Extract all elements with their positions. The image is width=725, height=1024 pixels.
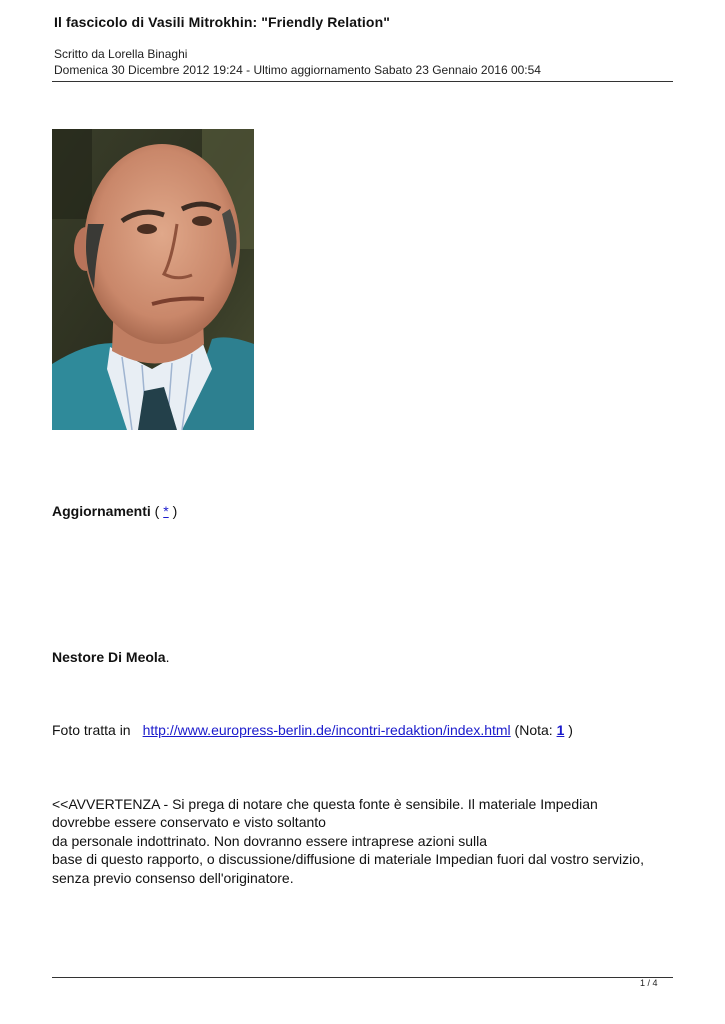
dates-line: Domenica 30 Dicembre 2012 19:24 - Ultimo aggiornamento Sabato 23 Gennaio 2016 00:54 <box>54 63 541 77</box>
updates-link[interactable]: * <box>163 503 169 519</box>
page-title: Il fascicolo di Vasili Mitrokhin: "Friendly Relation" <box>54 14 390 30</box>
source-url-link[interactable]: http://www.europress-berlin.de/incontri-redaktion/index.html <box>142 722 511 738</box>
warning-line: base di questo rapporto, o discussione/diffusione di materiale Impedian fuori dal vostro servizio, <box>52 851 644 868</box>
source-prefix: Foto tratta in <box>52 722 131 738</box>
updates-open: ( <box>154 503 164 519</box>
header-divider <box>52 81 673 82</box>
note-close: ) <box>564 722 573 738</box>
author-line: Scritto da Lorella Binaghi <box>54 47 188 61</box>
note-open: (Nota: <box>510 722 557 738</box>
note-link[interactable]: 1 <box>556 722 565 738</box>
warning-line: da personale indottrinato. Non dovranno essere intraprese azioni sulla <box>52 832 488 849</box>
warning-paragraph <box>52 795 682 887</box>
warning-line: dovrebbe essere conservato e visto soltanto <box>52 814 326 831</box>
author-signature: Nestore Di Meola <box>52 649 166 665</box>
signature-punct: . <box>165 649 170 665</box>
updates-label: Aggiornamenti <box>52 503 151 519</box>
warning-line: <<AVVERTENZA - Si prega di notare che questa fonte è sensibile. Il materiale Impedian <box>52 796 598 812</box>
page-number: 1 / 4 <box>640 978 658 988</box>
updates-line <box>52 503 177 519</box>
portrait-photo-icon <box>52 129 254 430</box>
signature-line <box>52 649 169 665</box>
portrait-photo <box>52 129 254 430</box>
warning-line: senza previo consenso dell'originatore. <box>52 869 294 886</box>
updates-close: ) <box>168 503 178 519</box>
photo-source-line <box>52 722 573 738</box>
footer-divider <box>52 977 673 978</box>
